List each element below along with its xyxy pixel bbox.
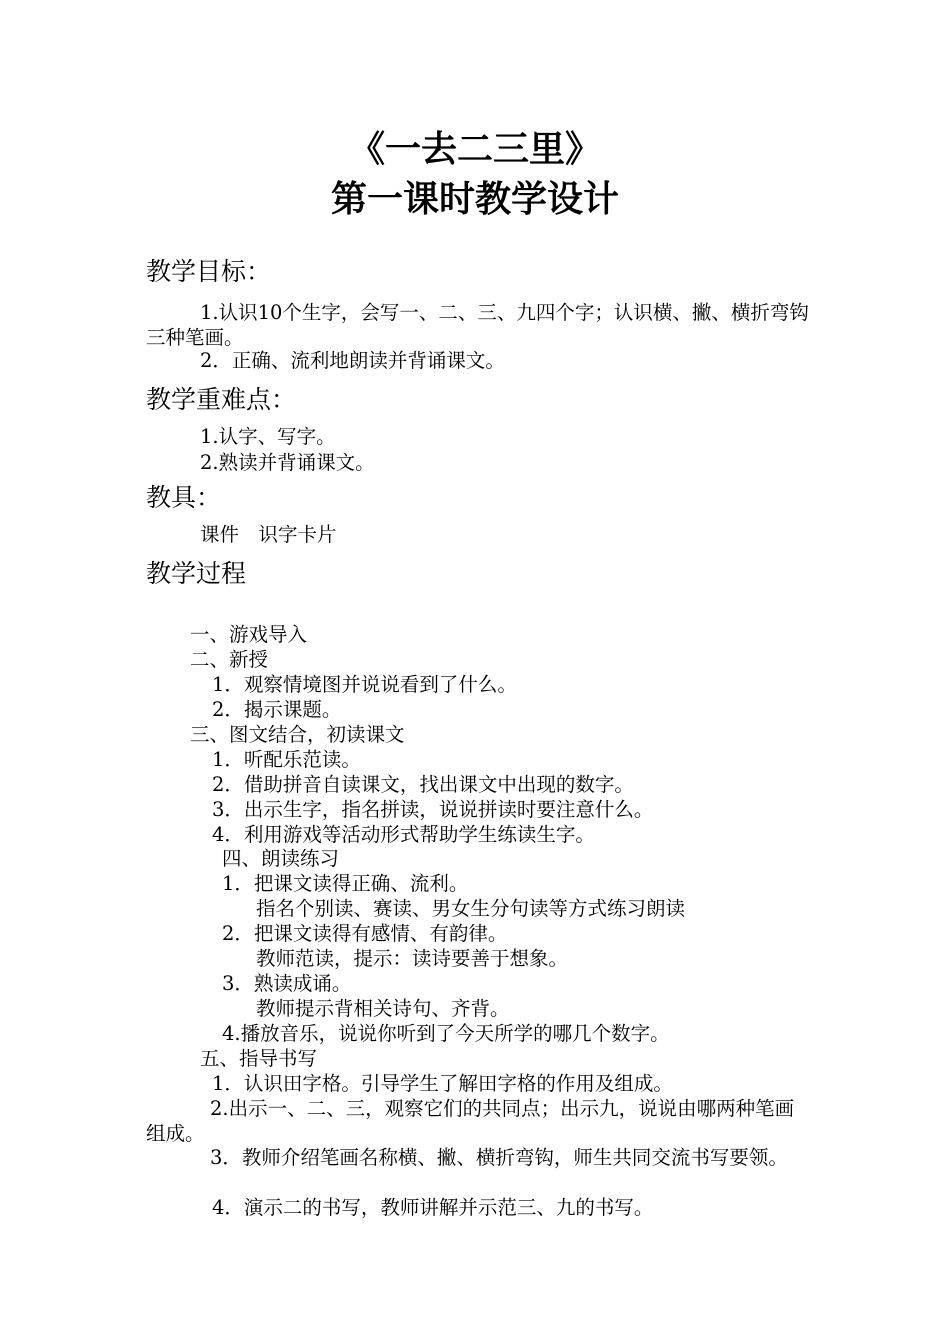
goals-item-2: 2．正确、流利地朗读并背诵课文。 — [200, 349, 505, 372]
process-item: 2．借助拼音自读课文，找出课文中出现的数字。 — [212, 773, 634, 796]
process-item: 4.播放音乐，说说你听到了今天所学的哪几个数字。 — [222, 1022, 670, 1045]
key-points-item-1: 1.认字、写字。 — [200, 425, 336, 448]
process-item: 2．揭示课题。 — [212, 698, 342, 721]
process-section-4: 四、朗读练习 — [222, 847, 340, 870]
process-item: 3．出示生字，指名拼读，说说拼读时要注意什么。 — [212, 798, 654, 821]
title-line-1: 《一去二三里》 — [348, 129, 601, 170]
process-item: 4．演示二的书写，教师讲解并示范三、九的书写。 — [212, 1196, 654, 1219]
process-item: 2.出示一、二、三，观察它们的共同点；出示九，说说由哪两种笔画组成。 — [146, 1097, 795, 1145]
process-item: 4．利用游戏等活动形式帮助学生练读生字。 — [212, 823, 595, 846]
process-item: 1．认识田字格。引导学生了解田字格的作用及组成。 — [212, 1072, 673, 1095]
process-item: 3．熟读成诵。 — [222, 972, 352, 995]
tools-heading: 教具： — [146, 483, 222, 512]
process-subitem: 教师提示背相关诗句、齐背。 — [256, 997, 510, 1020]
process-subitem: 教师范读，提示：读诗要善于想象。 — [256, 947, 569, 970]
tools-text: 课件 识字卡片 — [200, 523, 337, 546]
key-points-heading: 教学重难点： — [146, 385, 297, 414]
process-subitem: 指名个别读、赛读、男女生分句读等方式练习朗读 — [256, 897, 686, 920]
goals-item-1: 1.认识10个生字，会写一、二、三、九四个字；认识横、撇、横折弯钩三种笔画。 — [146, 301, 809, 349]
key-points-item-2: 2.熟读并背诵课文。 — [200, 451, 375, 474]
process-section-5: 五、指导书写 — [200, 1047, 318, 1070]
goals-heading: 教学目标： — [146, 257, 272, 286]
process-item: 2．把课文读得有感情、有韵律。 — [222, 922, 508, 945]
process-section-3: 三、图文结合，初读课文 — [190, 723, 405, 746]
process-heading: 教学过程 — [146, 559, 247, 588]
process-section-2: 二、新授 — [190, 648, 269, 671]
process-item: 1．听配乐范读。 — [212, 748, 361, 771]
process-item: 3．教师介绍笔画名称横、撇、横折弯钩，师生共同交流书写要领。 — [210, 1146, 788, 1169]
process-section-1: 一、游戏导入 — [190, 623, 308, 646]
process-item: 1．观察情境图并说说看到了什么。 — [212, 673, 517, 696]
process-item: 1．把课文读得正确、流利。 — [222, 872, 469, 895]
title-line-2: 第一课时教学设计 — [330, 179, 619, 220]
